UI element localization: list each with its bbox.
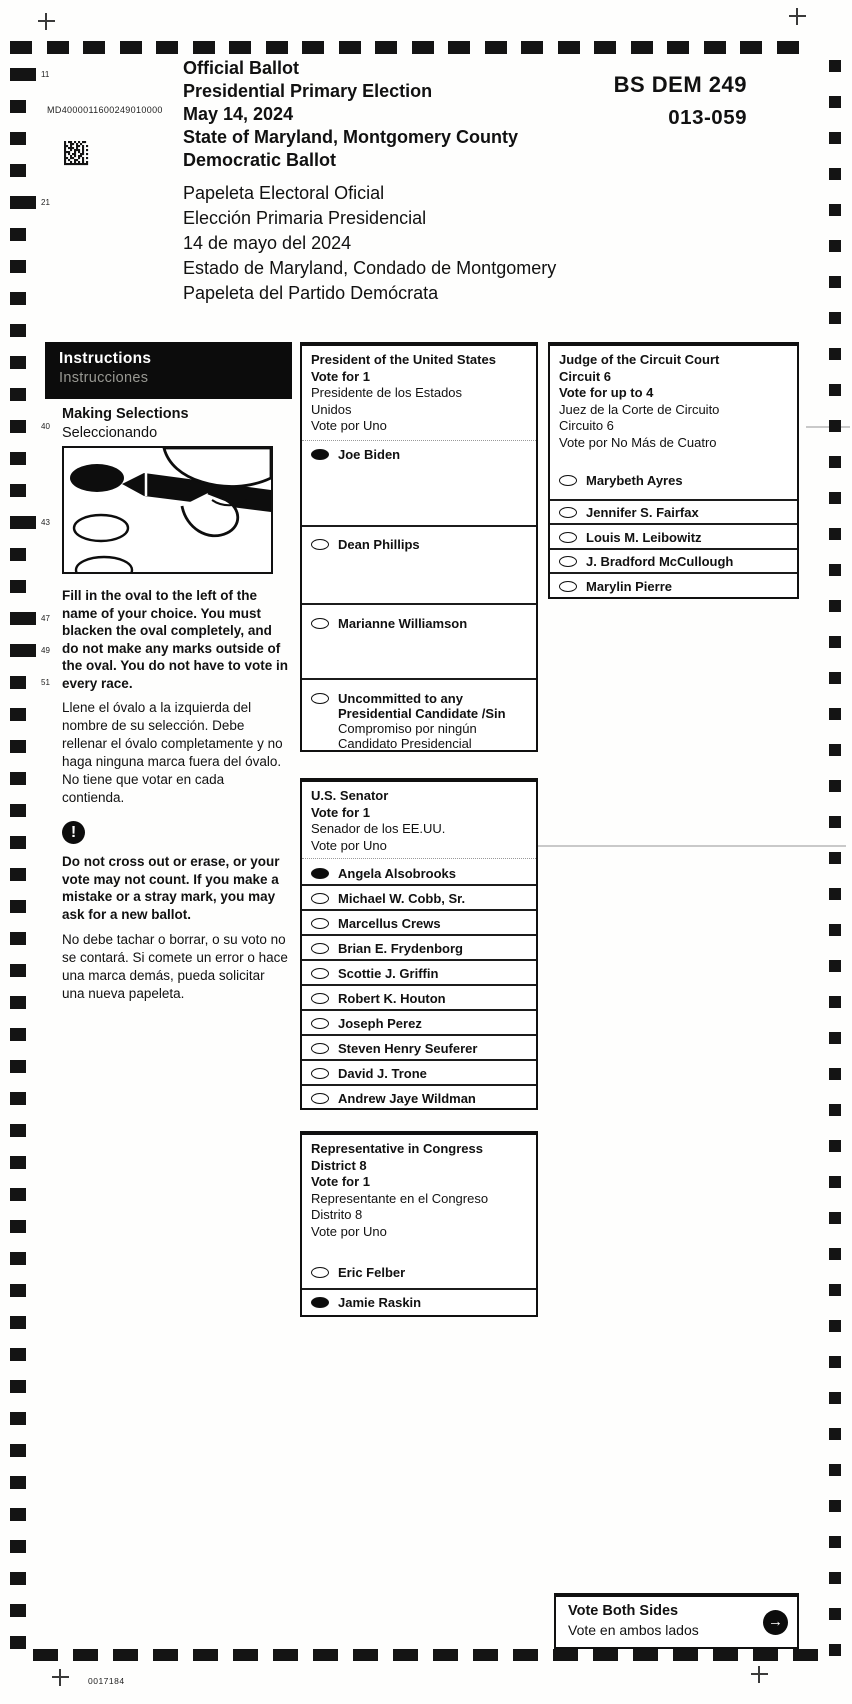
timing-mark	[740, 41, 762, 54]
timing-mark	[10, 1028, 26, 1041]
timing-mark	[10, 1156, 26, 1169]
oval-michael-cobb[interactable]	[311, 893, 329, 904]
timing-mark	[829, 1500, 841, 1512]
timing-mark	[10, 740, 26, 753]
timing-mark	[10, 452, 26, 465]
timing-mark	[156, 41, 178, 54]
timing-mark	[10, 41, 32, 54]
timing-mark	[829, 708, 841, 720]
timing-mark	[10, 1604, 26, 1617]
crop-mark-top-right	[789, 8, 806, 25]
timing-mark	[829, 204, 841, 216]
timing-mark	[829, 1644, 841, 1656]
contest-judge-circuit-court	[548, 342, 799, 599]
timing-mark	[10, 1444, 26, 1457]
timing-mark	[10, 548, 26, 561]
timing-mark	[339, 41, 361, 54]
instruction-fill-oval-en: Fill in the oval to the left of the name of your choice. You must blacken the oval completely, and do not make any marks outside of the oval. You do not have to vote in every race.	[62, 588, 289, 691]
timing-mark	[829, 1392, 841, 1404]
instruction-fill-oval-es: Llene el óvalo a la izquierda del nombre de su selección. Debe rellenar el óvalo completamente y no haga ninguna marca fuera del óvalo. No tiene que votar en cada contienda.	[62, 700, 283, 805]
timing-mark	[793, 1649, 818, 1661]
timing-mark	[553, 1649, 578, 1661]
timing-mark	[10, 836, 26, 849]
instructions-body	[62, 405, 290, 1003]
timing-mark	[829, 564, 841, 576]
row-joseph-perez: Joseph Perez	[302, 1009, 536, 1034]
timing-mark	[829, 1464, 841, 1476]
timing-mark	[829, 1428, 841, 1440]
timing-mark	[829, 240, 841, 252]
oval-david-trone[interactable]	[311, 1068, 329, 1079]
timing-mark-number: 49	[41, 646, 50, 655]
timing-mark	[829, 492, 841, 504]
timing-mark	[829, 1212, 841, 1224]
timing-mark	[829, 348, 841, 360]
oval-joe-biden[interactable]	[311, 449, 329, 460]
title-jurisdiction: State of Maryland, Montgomery County	[183, 127, 519, 147]
timing-mark	[829, 852, 841, 864]
timing-mark	[233, 1649, 258, 1661]
timing-mark	[10, 1220, 26, 1233]
timing-mark	[829, 1248, 841, 1260]
instruction-no-erase-en: Do not cross out or erase, or your vote may not count. If you make a mistake or a stray mark, you may ask for a new ballot.	[62, 854, 280, 922]
oval-angela-alsobrooks[interactable]	[311, 868, 329, 879]
datamatrix-barcode	[64, 141, 90, 167]
row-angela-alsobrooks: Angela Alsobrooks	[302, 858, 536, 884]
timing-mark	[633, 1649, 658, 1661]
timing-mark	[433, 1649, 458, 1661]
timing-mark	[829, 1032, 841, 1044]
timing-mark	[829, 384, 841, 396]
row-robert-houton: Robert K. Houton	[302, 984, 536, 1009]
timing-mark	[10, 1540, 26, 1553]
timing-mark	[10, 772, 26, 785]
timing-mark	[10, 1348, 26, 1361]
timing-mark	[10, 420, 26, 433]
sheet-number: 0017184	[88, 1676, 125, 1686]
contest-judge-header: Judge of the Circuit Court Circuit 6 Vote for up to 4 Juez de la Corte de Circuito Circuito 6 Vote por No Más de Cuatro	[559, 352, 720, 450]
row-jamie-raskin: Jamie Raskin	[302, 1288, 536, 1315]
vote-both-sides-en: Vote Both Sides	[568, 1603, 679, 1619]
timing-mark	[10, 1380, 26, 1393]
timing-mark	[829, 744, 841, 756]
timing-mark	[10, 132, 26, 145]
row-michael-cobb: Michael W. Cobb, Sr.	[302, 884, 536, 909]
oval-bradford-mccullough[interactable]	[559, 556, 577, 567]
timing-mark	[10, 196, 36, 209]
oval-marcellus-crews[interactable]	[311, 918, 329, 929]
timing-mark	[83, 41, 105, 54]
timing-mark	[10, 644, 36, 657]
timing-mark	[10, 1092, 26, 1105]
crop-mark-top-left	[38, 13, 55, 30]
scan-artifact-line	[534, 845, 846, 847]
row-steven-seuferer: Steven Henry Seuferer	[302, 1034, 536, 1059]
timing-mark-number: 47	[41, 614, 50, 623]
title-party: Democratic Ballot	[183, 150, 337, 170]
timing-mark	[10, 612, 36, 625]
oval-marianne-williamson[interactable]	[311, 618, 329, 629]
timing-mark	[10, 164, 26, 177]
timing-mark	[10, 1636, 26, 1649]
timing-mark	[10, 1124, 26, 1137]
timing-mark	[10, 996, 26, 1009]
timing-mark	[113, 1649, 138, 1661]
timing-mark	[153, 1649, 178, 1661]
timing-mark	[10, 292, 26, 305]
timing-mark	[521, 41, 543, 54]
contest-senator-header: U.S. Senator Vote for 1 Senador de los EE.UU. Vote por Uno	[311, 788, 446, 853]
row-scottie-griffin: Scottie J. Griffin	[302, 959, 536, 984]
timing-mark	[829, 1176, 841, 1188]
oval-marylin-pierre[interactable]	[559, 581, 577, 592]
timing-mark	[10, 1316, 26, 1329]
serial-number: MD4000011600249010000	[47, 105, 163, 115]
timing-mark	[513, 1649, 538, 1661]
timing-mark	[47, 41, 69, 54]
timing-mark	[473, 1649, 498, 1661]
timing-mark	[10, 1284, 26, 1297]
timing-mark	[10, 804, 26, 817]
oval-steven-seuferer[interactable]	[311, 1043, 329, 1054]
oval-eric-felber[interactable]	[311, 1267, 329, 1278]
timing-mark-number: 11	[41, 70, 50, 79]
timing-mark	[829, 600, 841, 612]
timing-mark	[10, 868, 26, 881]
timing-mark	[10, 1508, 26, 1521]
timing-mark	[73, 1649, 98, 1661]
timing-mark	[777, 41, 799, 54]
making-selections-en: Making Selections	[62, 406, 189, 422]
timing-mark	[313, 1649, 338, 1661]
timing-mark	[673, 1649, 698, 1661]
timing-mark	[10, 708, 26, 721]
timing-mark	[829, 312, 841, 324]
timing-mark	[829, 780, 841, 792]
title-official-ballot: Official Ballot	[183, 58, 300, 78]
scan-artifact-line	[806, 426, 850, 428]
timing-mark	[193, 41, 215, 54]
row-bradford-mccullough: J. Bradford McCullough	[550, 548, 797, 572]
timing-mark	[10, 388, 26, 401]
timing-mark	[829, 1572, 841, 1584]
timing-mark	[829, 1536, 841, 1548]
oval-joseph-perez[interactable]	[311, 1018, 329, 1029]
row-joe-biden: Joe Biden	[302, 440, 536, 525]
timing-mark	[829, 996, 841, 1008]
timing-mark	[829, 636, 841, 648]
timing-mark-number: 40	[41, 422, 50, 431]
timing-mark	[10, 932, 26, 945]
timing-mark	[10, 100, 26, 113]
oval-louis-leibowitz[interactable]	[559, 532, 577, 543]
timing-mark	[273, 1649, 298, 1661]
row-jennifer-fairfax: Jennifer S. Fairfax	[550, 499, 797, 523]
timing-mark	[193, 1649, 218, 1661]
making-selections-es: Seleccionando	[62, 425, 158, 441]
timing-mark	[558, 41, 580, 54]
timing-mark	[753, 1649, 778, 1661]
timing-mark	[593, 1649, 618, 1661]
ballot-title-english	[183, 57, 518, 172]
fill-oval-illustration	[62, 446, 273, 574]
timing-mark	[829, 960, 841, 972]
crop-mark-bottom-right	[751, 1666, 768, 1683]
timing-mark	[829, 924, 841, 936]
timing-mark	[829, 888, 841, 900]
timing-mark	[10, 68, 36, 81]
timing-mark	[667, 41, 689, 54]
oval-scottie-griffin[interactable]	[311, 968, 329, 979]
row-marianne-williamson: Marianne Williamson	[302, 603, 536, 678]
timing-mark	[10, 964, 26, 977]
title-election: Presidential Primary Election	[183, 81, 433, 101]
timing-mark	[10, 1060, 26, 1073]
timing-mark	[829, 816, 841, 828]
timing-mark	[10, 516, 36, 529]
timing-mark	[829, 96, 841, 108]
oval-jamie-raskin[interactable]	[311, 1297, 329, 1308]
timing-mark	[266, 41, 288, 54]
timing-mark	[829, 1104, 841, 1116]
contest-us-senator	[300, 778, 538, 1110]
timing-mark	[10, 676, 26, 689]
instructions-header	[45, 342, 292, 399]
crop-mark-bottom-left	[52, 1669, 69, 1686]
row-andrew-wildman: Andrew Jaye Wildman	[302, 1084, 536, 1110]
oval-marybeth-ayres[interactable]	[559, 475, 577, 486]
timing-mark	[10, 1252, 26, 1265]
vote-both-sides-box	[554, 1593, 799, 1649]
timing-mark	[302, 41, 324, 54]
timing-mark	[10, 580, 26, 593]
row-uncommitted: Uncommitted to any Presidential Candidate /Sin Compromiso por ningún Candidato Presidencial	[302, 678, 536, 755]
timing-mark	[448, 41, 470, 54]
instructions-title-es: Instrucciones	[59, 370, 149, 386]
timing-mark	[10, 324, 26, 337]
contest-president	[300, 342, 538, 752]
timing-mark-number: 21	[41, 198, 50, 207]
ballot-codes	[614, 72, 747, 130]
row-marylin-pierre: Marylin Pierre	[550, 572, 797, 598]
timing-mark	[829, 456, 841, 468]
timing-mark	[10, 228, 26, 241]
timing-mark	[353, 1649, 378, 1661]
timing-mark	[229, 41, 251, 54]
timing-mark	[10, 356, 26, 369]
timing-mark	[829, 1320, 841, 1332]
ballot-title-spanish: Papeleta Electoral Oficial Elección Primaria Presidencial 14 de mayo del 2024 Estado de Maryland, Condado de Montgomery Papeleta del Partido Demócrata	[183, 183, 557, 303]
timing-mark	[10, 900, 26, 913]
timing-mark	[10, 1476, 26, 1489]
timing-mark	[829, 60, 841, 72]
oval-jennifer-fairfax[interactable]	[559, 507, 577, 518]
vote-both-sides-es: Vote en ambos lados	[568, 1622, 699, 1638]
timing-mark	[10, 260, 26, 273]
timing-mark	[829, 1608, 841, 1620]
timing-mark-number: 51	[41, 678, 50, 687]
oval-dean-phillips[interactable]	[311, 539, 329, 550]
timing-mark	[10, 484, 26, 497]
timing-mark	[10, 1412, 26, 1425]
timing-mark	[594, 41, 616, 54]
timing-mark	[120, 41, 142, 54]
row-brian-frydenborg: Brian E. Frydenborg	[302, 934, 536, 959]
instructions-title-en: Instructions	[59, 350, 152, 367]
row-louis-leibowitz: Louis M. Leibowitz	[550, 523, 797, 548]
row-david-trone: David J. Trone	[302, 1059, 536, 1084]
timing-mark	[10, 1572, 26, 1585]
title-date: May 14, 2024	[183, 104, 294, 124]
contest-representative-header: Representative in Congress District 8 Vote for 1 Representante en el Congreso Distrito 8 Vote por Uno	[311, 1141, 489, 1239]
oval-andrew-wildman[interactable]	[311, 1093, 329, 1104]
timing-mark	[829, 276, 841, 288]
timing-mark	[412, 41, 434, 54]
contest-president-header: President of the United States Vote for 1 Presidente de los Estados Unidos Vote por Uno	[311, 352, 496, 433]
timing-mark	[33, 1649, 58, 1661]
timing-mark	[829, 528, 841, 540]
timing-mark	[485, 41, 507, 54]
row-dean-phillips: Dean Phillips	[302, 525, 536, 603]
row-marybeth-ayres: Marybeth Ayres	[550, 451, 797, 499]
ballot-style-code: BS DEM 249	[613, 72, 747, 97]
contest-representative-district8	[300, 1131, 538, 1317]
timing-mark	[10, 1188, 26, 1201]
timing-mark	[704, 41, 726, 54]
timing-mark	[829, 420, 841, 432]
row-eric-felber: Eric Felber	[302, 1240, 536, 1288]
timing-mark	[829, 1140, 841, 1152]
row-marcellus-crews: Marcellus Crews	[302, 909, 536, 934]
timing-mark	[631, 41, 653, 54]
timing-mark	[375, 41, 397, 54]
timing-mark	[829, 672, 841, 684]
timing-mark	[829, 1284, 841, 1296]
timing-mark	[829, 168, 841, 180]
timing-mark	[829, 1356, 841, 1368]
timing-mark-number: 43	[41, 518, 50, 527]
timing-mark	[713, 1649, 738, 1661]
arrow-right-icon: →	[763, 1610, 788, 1635]
precinct-code: 013-059	[668, 106, 747, 129]
timing-mark	[829, 1068, 841, 1080]
timing-mark	[393, 1649, 418, 1661]
warning-icon: !	[62, 821, 85, 844]
timing-mark	[829, 132, 841, 144]
oval-uncommitted[interactable]	[311, 693, 329, 704]
oval-robert-houton[interactable]	[311, 993, 329, 1004]
oval-brian-frydenborg[interactable]	[311, 943, 329, 954]
instruction-no-erase-es: No debe tachar o borrar, o su voto no se contará. Si comete un error o hace una marca demás, pueda solicitar una nueva papeleta.	[62, 932, 288, 1001]
